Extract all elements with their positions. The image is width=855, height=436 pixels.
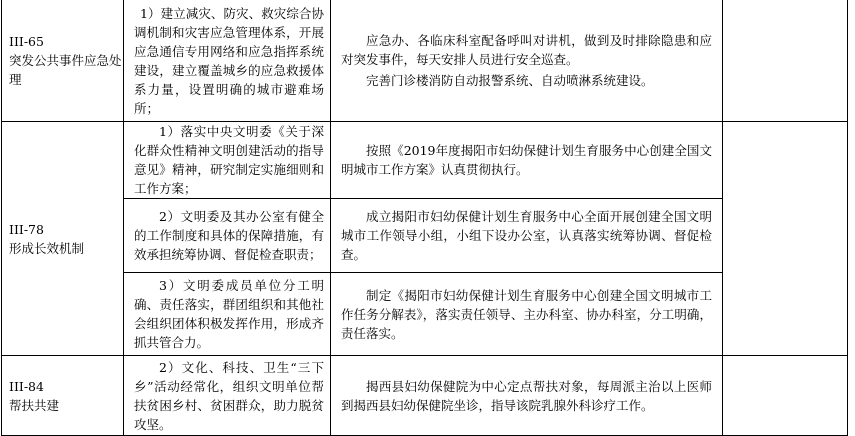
task-cell: 2）文明委及其办公室有健全的工作制度和具体的保障措施，有效承担统筹协调、督促检查职责； xyxy=(124,199,331,273)
indicator-title: 突发公共事件应急处理 xyxy=(9,53,122,87)
indicator-cell xyxy=(2,0,124,122)
measure-cell xyxy=(331,199,723,273)
measure-paragraph: 揭西县妇幼保健院为中心定点帮扶对象，每周派主治以上医师到揭西县妇幼保健院坐诊，指导该院乳腺外科诊疗工作。 xyxy=(341,378,712,413)
measure-cell xyxy=(331,0,723,122)
indicator-cell xyxy=(2,356,124,436)
indicator-cell xyxy=(2,122,124,356)
measure-paragraph: 成立揭阳市妇幼保健计划生育服务中心全面开展创建全国文明城市工作领导小组，小组下设办公室，认真落实统筹协调、督促检查。 xyxy=(341,209,712,262)
measure-paragraph: 应急办、各临床科室配备呼叫对讲机，做到及时排除隐患和应对突发事件，每天安排人员进行安全巡查。 xyxy=(341,33,712,67)
criteria-table xyxy=(1,0,848,436)
indicator-code: III-84 xyxy=(9,378,44,394)
table-row xyxy=(2,273,848,356)
table-row xyxy=(2,0,848,122)
remark-cell xyxy=(723,0,848,122)
measure-paragraph: 按照《2019年度揭阳市妇幼保健计划生育服务中心创建全国文明城市工作方案》认真贯彻执行。 xyxy=(341,143,712,177)
measure-cell xyxy=(331,356,723,436)
indicator-title: 帮扶共建 xyxy=(9,397,60,413)
table-row xyxy=(2,122,848,199)
task-cell: 1）落实中央文明委《关于深化群众性精神文明创建活动的指导意见》精神，研究制定实施细则和工作方案； xyxy=(124,122,331,199)
indicator-code: III-78 xyxy=(9,221,44,237)
task-cell: 1）建立减灾、防灾、救灾综合协调机制和灾害应急管理体系，开展应急通信专用网络和应急指挥系统建设，建立覆盖城乡的应急救援体系力量，设置明确的城市避难场所； xyxy=(124,0,331,122)
measure-paragraph: 完善门诊楼消防自动报警系统、自动喷淋系统建设。 xyxy=(366,73,654,88)
measure-paragraph: 制定《揭阳市妇幼保健计划生育服务中心创建全国文明城市工作任务分解表》，落实责任领导、主办科室、协办科室，分工明确，责任落实。 xyxy=(341,287,712,341)
measure-cell xyxy=(331,122,723,199)
indicator-title: 形成长效机制 xyxy=(9,240,85,256)
measure-cell xyxy=(331,273,723,356)
remark-cell xyxy=(723,122,848,356)
table-row xyxy=(2,356,848,436)
indicator-code: III-65 xyxy=(9,34,44,49)
table-row xyxy=(2,199,848,273)
task-cell: 3）文明委成员单位分工明确、责任落实，群团组织和其他社会组织团体积极发挥作用，形成齐抓共管合力。 xyxy=(124,273,331,356)
remark-cell xyxy=(723,356,848,436)
task-cell: 2）文化、科技、卫生“三下乡”活动经常化，组织文明单位帮扶贫困乡村、贫困群众，助力脱贫攻坚。 xyxy=(124,356,331,436)
